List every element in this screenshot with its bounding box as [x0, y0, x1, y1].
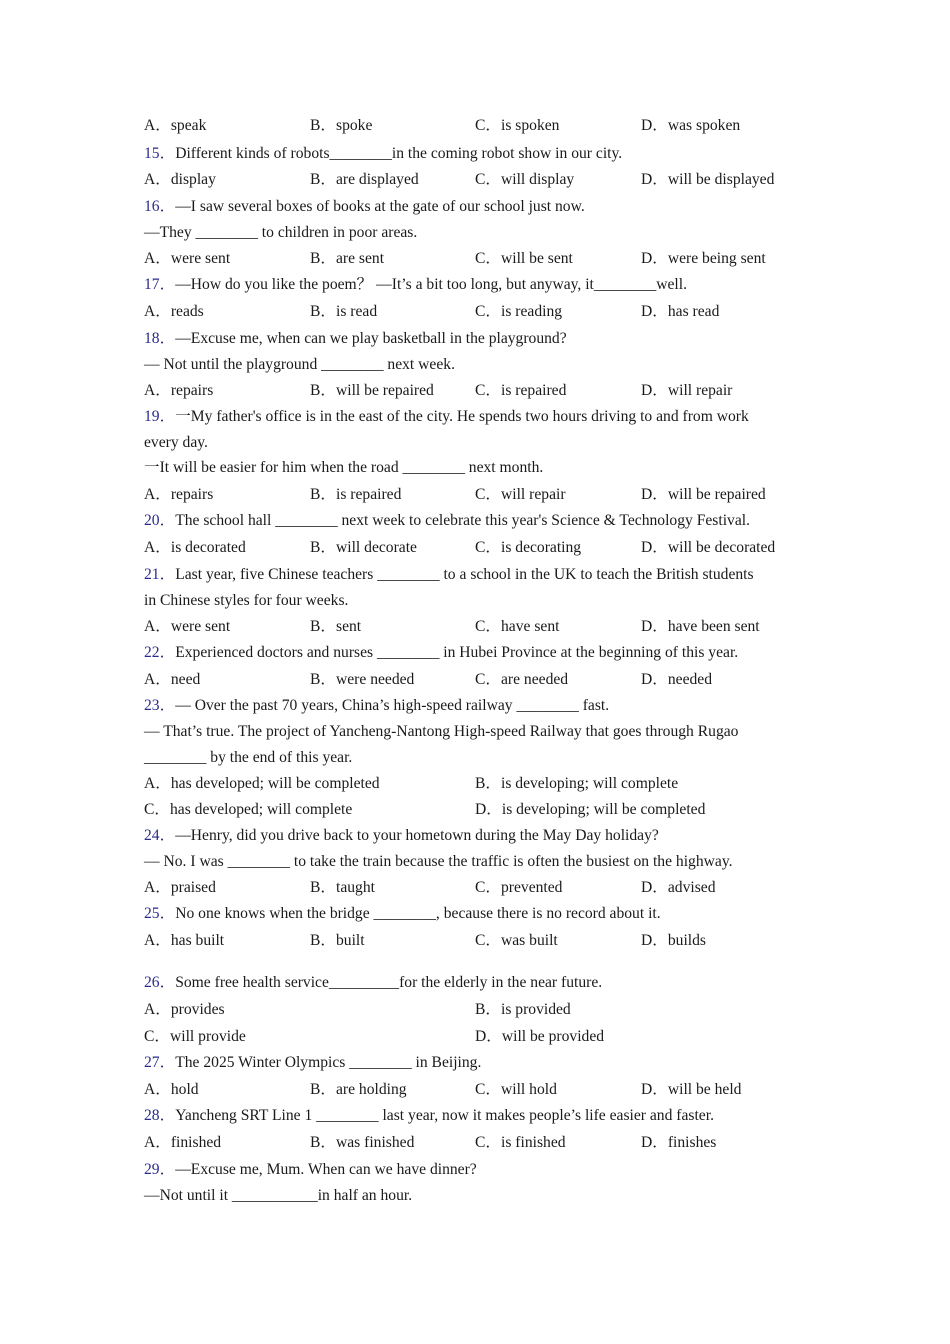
question-number: 27．	[144, 1054, 176, 1071]
option-b: B．was finished	[310, 1134, 415, 1151]
question-number: 22．	[144, 644, 176, 661]
q16-line2: —They ________ to children in poor areas.	[144, 224, 418, 241]
option-b: B．will be repaired	[310, 382, 434, 399]
option-c: C．is spoken	[475, 117, 560, 134]
option-a: A．reads	[144, 303, 204, 320]
q23-line2: — That’s true. The project of Yancheng-Nantong High-speed Railway that goes through Rugao	[144, 723, 739, 740]
question-text: —Excuse me, Mum. When can we have dinner?	[175, 1161, 477, 1178]
q29-stem	[144, 1160, 824, 1180]
q28-stem	[144, 1106, 824, 1126]
q19-line3: 一It will be easier for him when the road ________ next month.	[144, 459, 544, 476]
option-b: B．are holding	[310, 1081, 407, 1098]
q15-stem	[144, 144, 824, 164]
q23-line3: ________ by the end of this year.	[144, 749, 353, 766]
question-number: 28．	[144, 1107, 176, 1124]
q24-stem	[144, 826, 824, 846]
option-a: A．provides	[144, 1001, 225, 1018]
q27-stem	[144, 1053, 824, 1073]
option-d: D．were being sent	[641, 250, 766, 267]
option-c: C．is finished	[475, 1134, 566, 1151]
q24-line2: — No. I was ________ to take the train because the traffic is often the busiest on the highway.	[144, 853, 733, 870]
question-number: 24．	[144, 827, 176, 844]
option-b: B．built	[310, 932, 365, 949]
q29-line2: —Not until it ___________in half an hour.	[144, 1187, 413, 1204]
option-b: B．are displayed	[310, 171, 419, 188]
q18-line2: — Not until the playground ________ next week.	[144, 356, 455, 373]
option-b: B．is read	[310, 303, 378, 320]
question-text: No one knows when the bridge ________, because there is no record about it.	[175, 905, 661, 922]
q18-stem	[144, 329, 824, 349]
question-text: — Over the past 70 years, China’s high-speed railway ________ fast.	[175, 697, 610, 714]
option-b: B．is developing; will complete	[475, 775, 679, 792]
option-d: D．needed	[641, 671, 713, 688]
option-c: C．was built	[475, 932, 558, 949]
option-d: D．is developing; will be completed	[475, 801, 706, 818]
option-c: C．prevented	[475, 879, 563, 896]
question-text: Some free health service_________for the elderly in the near future.	[175, 974, 603, 991]
option-d: D．will be repaired	[641, 486, 766, 503]
question-number: 26．	[144, 974, 176, 991]
question-number: 23．	[144, 697, 176, 714]
option-c: C．have sent	[475, 618, 560, 635]
question-number: 19．	[144, 408, 176, 425]
option-c: C．will be sent	[475, 250, 573, 267]
question-text: Yancheng SRT Line 1 ________ last year, now it makes people’s life easier and faster.	[175, 1107, 714, 1124]
option-c: C．are needed	[475, 671, 569, 688]
option-d: D．will be provided	[475, 1028, 605, 1045]
question-text: Last year, five Chinese teachers ________ to a school in the UK to teach the British students	[175, 566, 754, 583]
q22-stem	[144, 643, 824, 663]
option-b: B．taught	[310, 879, 375, 896]
option-a: A．is decorated	[144, 539, 246, 556]
q21-stem	[144, 565, 824, 585]
q17-stem	[144, 275, 824, 295]
option-c: C．is decorating	[475, 539, 582, 556]
option-b: B．is provided	[475, 1001, 571, 1018]
option-b: B．are sent	[310, 250, 385, 267]
question-number: 15．	[144, 145, 176, 162]
option-b: B．sent	[310, 618, 362, 635]
question-number: 20．	[144, 512, 176, 529]
option-b: B．were needed	[310, 671, 415, 688]
option-a: A．repairs	[144, 486, 214, 503]
option-d: D．has read	[641, 303, 720, 320]
question-number: 25．	[144, 905, 176, 922]
option-a: A．hold	[144, 1081, 199, 1098]
q21-line2: in Chinese styles for four weeks.	[144, 592, 349, 609]
question-number: 17．	[144, 276, 176, 293]
question-text: Experienced doctors and nurses ________ in Hubei Province at the beginning of this year.	[175, 644, 739, 661]
option-b: B．spoke	[310, 117, 373, 134]
option-c: C．has developed; will complete	[144, 801, 353, 818]
option-b: B．is repaired	[310, 486, 402, 503]
option-a: A．need	[144, 671, 201, 688]
option-a: A．were sent	[144, 618, 231, 635]
question-text: —Excuse me, when can we play basketball in the playground?	[175, 330, 567, 347]
option-d: D．will be displayed	[641, 171, 775, 188]
option-c: C．will provide	[144, 1028, 246, 1045]
option-d: D．advised	[641, 879, 716, 896]
option-c: C．will hold	[475, 1081, 557, 1098]
question-text: —I saw several boxes of books at the gate of our school just now.	[175, 198, 585, 215]
question-text: Different kinds of robots________in the coming robot show in our city.	[175, 145, 623, 162]
question-text: 一My father's office is in the east of the city. He spends two hours driving to and from work	[175, 408, 749, 425]
option-a: A．repairs	[144, 382, 214, 399]
option-d: D．finishes	[641, 1134, 717, 1151]
question-text: —Henry, did you drive back to your hometown during the May Day holiday?	[175, 827, 659, 844]
q16-stem	[144, 197, 824, 217]
option-d: D．will be decorated	[641, 539, 776, 556]
question-number: 29．	[144, 1161, 176, 1178]
option-a: A．has developed; will be completed	[144, 775, 380, 792]
q26-stem	[144, 973, 824, 993]
question-text: —How do you like the poem？ —It’s a bit too long, but anyway, it________well.	[175, 276, 687, 293]
q19-stem	[144, 407, 824, 427]
option-b: B．will decorate	[310, 539, 417, 556]
option-a: A．display	[144, 171, 216, 188]
option-c: C．is reading	[475, 303, 563, 320]
option-c: C．is repaired	[475, 382, 567, 399]
question-number: 21．	[144, 566, 176, 583]
option-d: D．will repair	[641, 382, 733, 399]
option-a: A．speak	[144, 117, 207, 134]
option-c: C．will repair	[475, 486, 566, 503]
q19-line2: every day.	[144, 434, 208, 451]
option-d: D．have been sent	[641, 618, 760, 635]
option-a: A．finished	[144, 1134, 222, 1151]
option-a: A．were sent	[144, 250, 231, 267]
option-d: D．will be held	[641, 1081, 742, 1098]
option-a: A．praised	[144, 879, 216, 896]
question-number: 18．	[144, 330, 176, 347]
q20-stem	[144, 511, 824, 531]
option-a: A．has built	[144, 932, 225, 949]
option-d: D．builds	[641, 932, 706, 949]
option-d: D．was spoken	[641, 117, 741, 134]
question-text: The school hall ________ next week to celebrate this year's Science & Technology Festival.	[175, 512, 750, 529]
q23-stem	[144, 696, 824, 716]
question-number: 16．	[144, 198, 176, 215]
q25-stem	[144, 904, 824, 924]
option-c: C．will display	[475, 171, 575, 188]
question-text: The 2025 Winter Olympics ________ in Beijing.	[175, 1054, 482, 1071]
